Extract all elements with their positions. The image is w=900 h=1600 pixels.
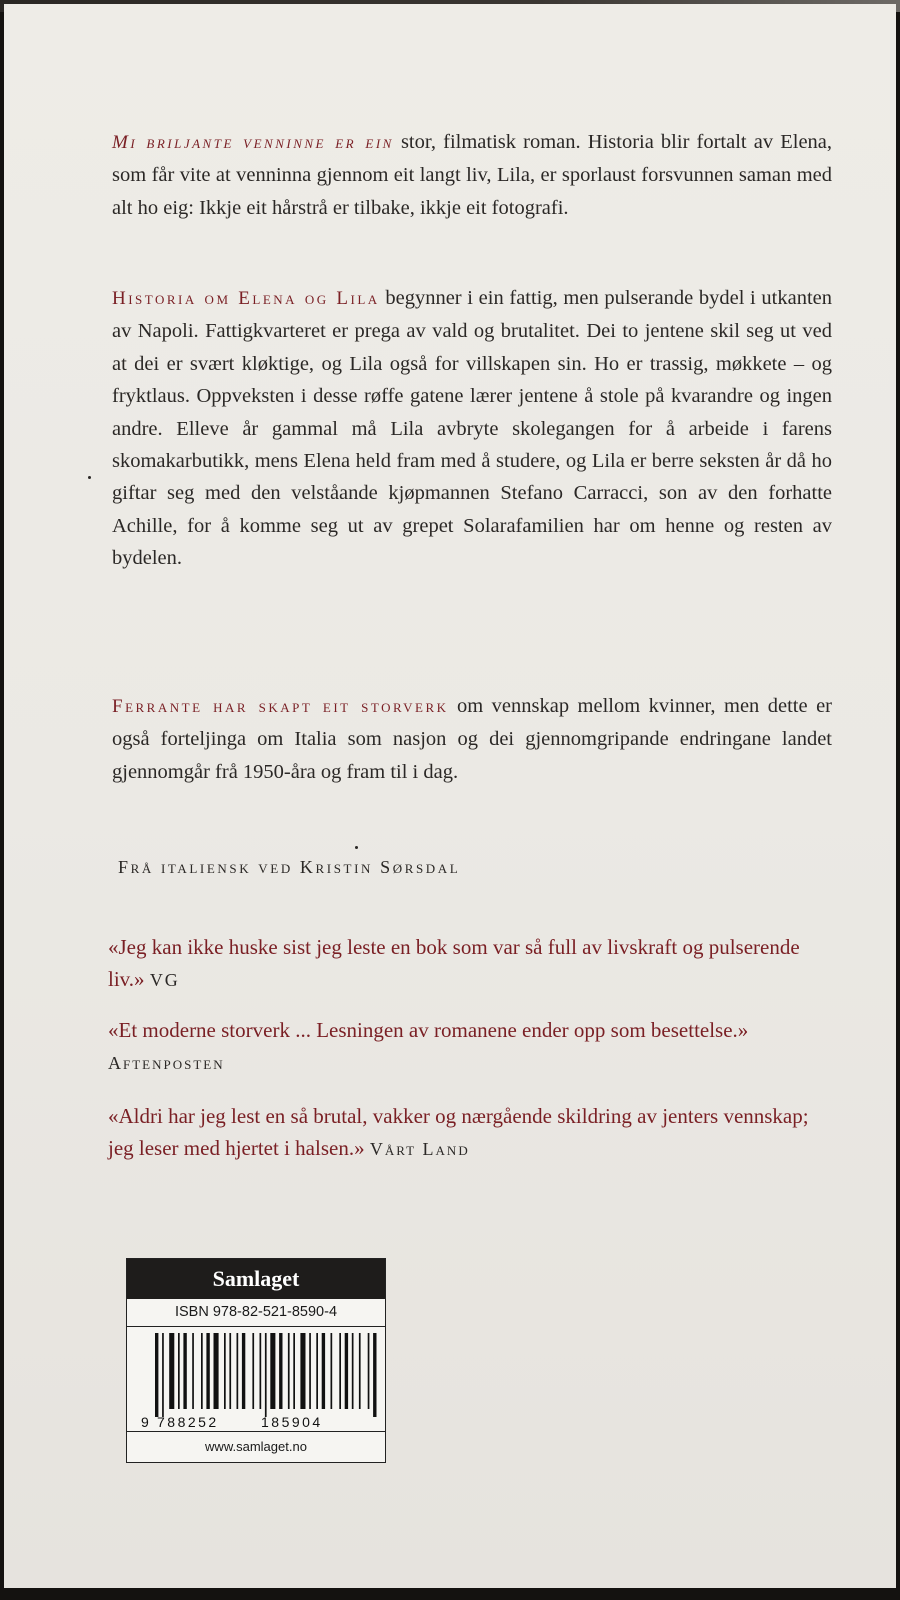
barcode-bar bbox=[265, 1333, 267, 1417]
review-quote-text: «Jeg kan ikke huske sist jeg leste en bok som var så full av livskraft og pulserende liv.» bbox=[108, 935, 800, 991]
barcode-digits-left: 788252 bbox=[157, 1414, 219, 1430]
barcode-bar bbox=[270, 1333, 275, 1409]
blurb-lead-2: Historia om Elena og Lila bbox=[112, 288, 380, 309]
barcode-bar bbox=[169, 1333, 174, 1409]
barcode-bar bbox=[331, 1333, 333, 1409]
barcode-label bbox=[126, 1258, 386, 1463]
barcode-bar bbox=[260, 1333, 262, 1409]
blurb-lead-3: Ferrante har skapt eit storverk bbox=[112, 696, 449, 717]
blurb-paragraph-2 bbox=[112, 282, 832, 575]
barcode-bar bbox=[293, 1333, 295, 1409]
barcode-bar bbox=[224, 1333, 226, 1409]
barcode-bar bbox=[201, 1333, 203, 1409]
barcode-bar bbox=[155, 1333, 158, 1417]
barcode-bar bbox=[345, 1333, 348, 1409]
barcode-bar bbox=[206, 1333, 209, 1409]
blurb-text-1: stor, filmatisk roman. Historia blir fortalt av Elena, som får vite at venninna gjennom eit langt liv, Lila, er sporlaust forsvunnen saman med alt ho eig: Ikkje eit hårstrå er tilbake, ikkje eit fotografi. bbox=[112, 131, 833, 219]
review-quote-2 bbox=[108, 1014, 838, 1079]
review-quote-text: «Aldri har jeg lest en så brutal, vakker og nærgående skildring av jenters vennskap; jeg leser med hjertet i halsen.» bbox=[108, 1104, 809, 1160]
barcode-digits-right: 185904 bbox=[261, 1414, 323, 1430]
barcode-bar bbox=[288, 1333, 290, 1409]
barcode-bar bbox=[162, 1333, 164, 1417]
blurb-text-2: begynner i ein fattig, men pulserande bydel i utkanten av Napoli. Fattigkvarteret er prega av vald og brutalitet. Dei to jentene skil seg ut ved at dei er svært kløktige, og Lila også for villskapen sin. Ho er trassig, møkkete – og fryktlaus. Oppveksten i desse røffe gatene lærer jentene å stole på kvarandre og ingen andre. Elleve år gammal må Lila avbryte skolegangen for å arbeide i farens skomakarbutikk, mens Elena held fram med å studere, og Lila er berre seksten år då ho giftar seg med den velståande kjøpmannen Stefano Carracci, son av den forhatte Achille, for å komme seg ut av grepet Solarafamilien har om henne og resten av bydelen. bbox=[112, 287, 833, 570]
barcode-bars bbox=[155, 1333, 377, 1417]
barcode-bar bbox=[368, 1333, 370, 1409]
barcode-bar bbox=[242, 1333, 245, 1409]
blurb-text-3: om vennskap mellom kvinner, men dette er også forteljinga om Italia som nasjon og dei gjennomgripande endringane landet gjennomgår frå 1950-åra og fram til i dag. bbox=[112, 695, 832, 783]
barcode-bar bbox=[178, 1333, 180, 1409]
isbn-number: ISBN 978-82-521-8590-4 bbox=[127, 1299, 385, 1327]
barcode-bar bbox=[373, 1333, 376, 1417]
blurb-paragraph-3 bbox=[112, 690, 832, 788]
blurb-paragraph-1 bbox=[112, 126, 832, 224]
barcode-digit-first: 9 bbox=[141, 1414, 149, 1430]
barcode-bar bbox=[229, 1333, 231, 1409]
publisher-website: www.samlaget.no bbox=[127, 1431, 385, 1462]
publisher-logo: Samlaget bbox=[127, 1259, 385, 1299]
barcode-bar bbox=[359, 1333, 361, 1409]
review-quote-3 bbox=[108, 1100, 838, 1165]
barcode-bar bbox=[309, 1333, 311, 1409]
barcode-bar bbox=[214, 1333, 219, 1409]
barcode-bar bbox=[300, 1333, 305, 1409]
barcode-graphic bbox=[127, 1331, 385, 1431]
translator-credit: Frå italiensk ved Kristin Sørsdal bbox=[118, 857, 461, 877]
review-source: VG bbox=[149, 970, 180, 990]
barcode-bar bbox=[237, 1333, 239, 1409]
barcode-bar bbox=[322, 1333, 325, 1409]
barcode-bar bbox=[339, 1333, 341, 1409]
blurb-lead-1: Mi briljante venninne er ein bbox=[112, 132, 394, 153]
review-quote-1 bbox=[108, 931, 838, 996]
barcode-bar bbox=[316, 1333, 318, 1409]
review-source: Vårt Land bbox=[369, 1139, 470, 1159]
barcode-bar bbox=[279, 1333, 282, 1409]
barcode-bar bbox=[183, 1333, 186, 1409]
review-source: Aftenposten bbox=[108, 1053, 225, 1073]
print-speck bbox=[355, 846, 358, 849]
barcode-bar bbox=[192, 1333, 194, 1409]
barcode-bar bbox=[252, 1333, 254, 1409]
print-speck bbox=[88, 476, 91, 479]
review-quote-text: «Et moderne storverk ... Lesningen av romanene ender opp som besettelse.» bbox=[108, 1018, 749, 1042]
barcode-bar bbox=[352, 1333, 354, 1409]
